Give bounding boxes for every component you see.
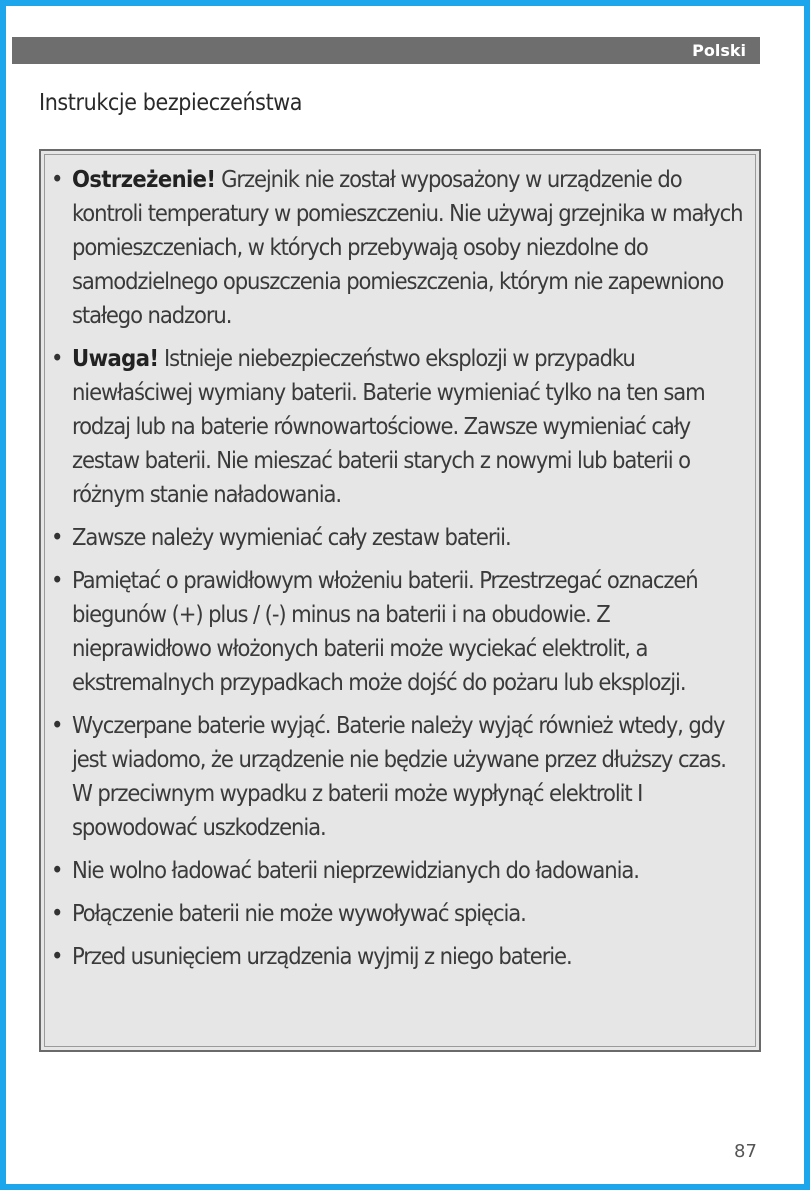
list-item bbox=[51, 939, 749, 973]
safety-list bbox=[41, 151, 759, 973]
bullet-icon: • bbox=[51, 711, 63, 739]
caution-label: Uwaga! bbox=[72, 344, 159, 372]
warning-label: Ostrzeżenie! bbox=[72, 165, 216, 193]
list-item bbox=[51, 853, 749, 887]
bullet-icon: • bbox=[51, 566, 63, 594]
list-item bbox=[51, 896, 749, 930]
bullet-icon: • bbox=[51, 899, 63, 927]
bullet-icon: • bbox=[51, 856, 63, 884]
section-title: Instrukcje bezpieczeństwa bbox=[39, 90, 303, 116]
language-header: Polski bbox=[12, 37, 760, 64]
item-text: Pamiętać o prawidłowym włożeniu baterii. Przestrzegać oznaczeń biegunów (+) plus / (-) minus na baterii i na obudowie. Z nieprawidłowo włożonych baterii może wyciekać elektrolit, a ekstremalnych przypadkach może dojść do pożaru lub eksplozji. bbox=[72, 566, 698, 696]
item-text: Grzejnik nie został wyposażony w urządzenie do kontroli temperatury w pomieszczeniu. Nie używaj grzejnika w małych pomieszczeniach, w których przebywają osoby niezdolne do samodzielnego opuszczenia pomieszczenia, którym nie zapewniono stałego nadzoru. bbox=[72, 165, 743, 329]
item-text: Przed usunięciem urządzenia wyjmij z niego baterie. bbox=[72, 942, 572, 970]
list-item bbox=[51, 708, 749, 844]
list-item bbox=[51, 563, 749, 699]
safety-notice-box bbox=[39, 149, 761, 1052]
list-item bbox=[51, 162, 749, 332]
item-text: Nie wolno ładować baterii nieprzewidzianych do ładowania. bbox=[72, 856, 639, 884]
list-item bbox=[51, 520, 749, 554]
item-text: Zawsze należy wymieniać cały zestaw baterii. bbox=[72, 523, 511, 551]
item-text: Wyczerpane baterie wyjąć. Baterie należy wyjąć również wtedy, gdy jest wiadomo, że urządzenie nie będzie używane przez dłuższy czas. W przeciwnym wypadku z baterii może wypłynąć elektrolit I spowodować uszkodzenia. bbox=[72, 711, 726, 841]
list-item bbox=[51, 341, 749, 511]
bullet-icon: • bbox=[51, 344, 63, 372]
bullet-icon: • bbox=[51, 165, 63, 193]
bullet-icon: • bbox=[51, 942, 63, 970]
item-text: Połączenie baterii nie może wywoływać spięcia. bbox=[72, 899, 526, 927]
item-text: Istnieje niebezpieczeństwo eksplozji w przypadku niewłaściwej wymiany baterii. Baterie wymieniać tylko na ten sam rodzaj lub na baterie równowartościowe. Zawsze wymieniać cały zestaw baterii. Nie mieszać baterii starych z nowymi lub baterii o różnym stanie naładowania. bbox=[72, 344, 705, 508]
bullet-icon: • bbox=[51, 523, 63, 551]
page-number: 87 bbox=[734, 1141, 757, 1162]
